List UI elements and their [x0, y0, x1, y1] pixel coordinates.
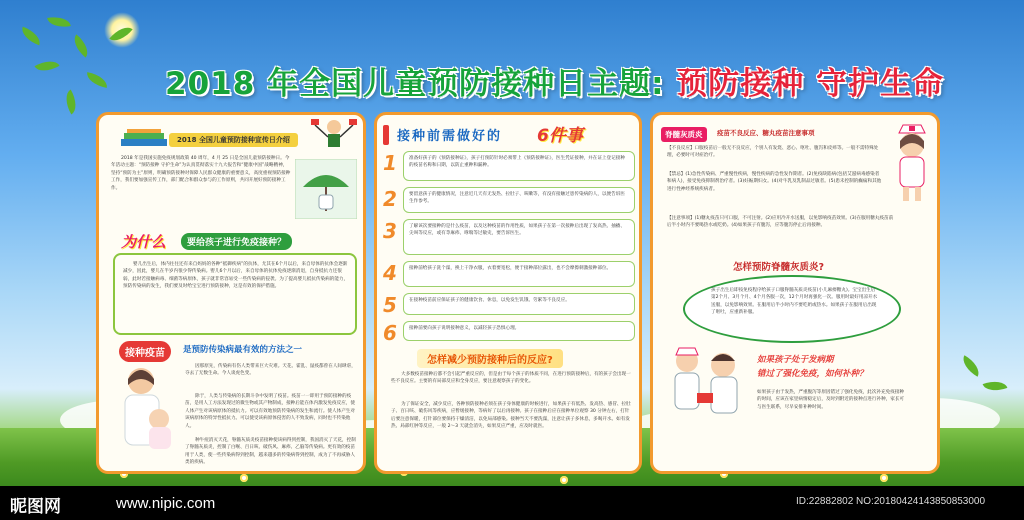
catchup-text: 如果孩子由于发热，严重腹泻等原因错过了强化免疫，此次补充免疫接种的时间，应该在家里病情稳定后，及时到附近的接种点进行补种，家长可与医生联系，尽早安排补种时间。	[757, 390, 905, 410]
leaf-icon	[983, 377, 1008, 396]
catchup-heading-a: 如果孩子处于发病期	[757, 355, 834, 365]
reaction-heading: 怎样减少预防接种后的反应?	[417, 349, 563, 368]
step-number: 4	[383, 261, 397, 285]
polio-text3: 【注意事项】(1)糖丸疫苗只可口服，不可注射。(2)应用冷开水送服，以免影响疫苗效果。(3)在服用糖丸疫苗前后半小时内不要喝热水或吃奶。(4)如果孩子有腹泻，应等腹泻停止后再接种。	[667, 216, 894, 229]
section3-text3: 种牛痘消灭天花，脊髓灰质炎疫苗接种使该病得到控制，我国消灭了天花，控制了脊髓灰质炎，控制了白喉、百日咳、破伤风、麻疹、乙脑等传染病。更有效的疫苗用于人类，使一些传染病得到控制，越来越多的传染病得到控制，成为了不再威胁人类的疾病。	[185, 438, 356, 466]
step-number: 5	[383, 293, 397, 317]
polio-tag: 脊髓灰质炎	[661, 127, 707, 142]
polio-text2: 【禁忌】(1)急性传染病、严重慢性疾病，慢性疾病的急性发作期者。(2)免疫缺陷病(包括艾滋病毒感染者和病人)，接受免疫抑制剂治疗者。(3)妊娠期妇女。(4)对牛乳及乳制品过敏者。(5)患未控制的癫痫和其他进行性神经系统疾病者。	[667, 172, 882, 192]
leaf-icon	[34, 55, 59, 76]
title-part2: 预防接种 守护生命	[676, 66, 945, 102]
heading-marker	[383, 125, 389, 145]
reaction-text1: 大多数疫苗接种后都不会引起严重反应的，但是由于每个孩子的体质不同，在进行预防接种后，有的孩子会出现一些不良反应。主要的有局部反应和全身反应，要注意观察孩子的变化。	[391, 372, 631, 385]
flower-icon	[240, 474, 248, 482]
site-logo: 昵图网	[10, 497, 61, 517]
section3-heading: 是预防传染病最有效的方法之一	[183, 345, 303, 355]
right-panel	[650, 112, 940, 474]
step-text: 在接种疫苗前应保证孩子的健康饮食、休息，以免发生饥饿、劳累等不良反应。	[403, 293, 635, 315]
step-text: 要留意孩子的健康情况，注意近几天有无发热、拉肚子、咳嗽等，有没有接触过患传染病的人，以便告诉医生作参考。	[403, 187, 635, 213]
umbrella-shield-image	[295, 159, 357, 219]
site-url: www.nipic.com	[116, 495, 216, 512]
leaf-icon	[69, 34, 94, 57]
step-number: 2	[383, 187, 397, 211]
main-title	[165, 58, 945, 102]
intro-text: 2018 年是我国实施免疫规划政策 40 周年，4 月 25 日是全国儿童预防接种日。今年活动主题：“预防接种 守护生命”为认真贯彻落实十九大报告和“健康中国”战略精神，坚持“预防为主”原则，明确预防接种对保障人民群众健康的重要意义，高度重视预防接种工作，我们要加强宣传工作，部门配合和群众参与的工作原则，共同开展好预防接种工作。	[111, 156, 291, 191]
image-id-label: ID:22882802 NO:20180424143850853000	[796, 496, 986, 507]
kid-with-flags-icon	[309, 115, 359, 155]
leaf-icon	[47, 14, 71, 30]
prevent-ellipse	[683, 275, 901, 343]
left-panel	[96, 112, 366, 474]
flower-icon	[560, 476, 568, 484]
prevent-heading: 怎样预防脊髓灰质炎?	[733, 262, 825, 273]
section2-box	[113, 253, 357, 335]
step-text: 接种前要向孩子说明接种意义，以减轻孩子恐惧心理。	[403, 321, 635, 341]
step-number: 1	[383, 151, 397, 175]
step-text: 了解该次要接种的是什么疫苗，以及这种疫苗的作用性质，如果孩子在第一次接种后出现了发高热、抽搐、尖叫等反应，或有荨麻疹、哮喘等过敏史，要告诉医生。	[403, 219, 635, 255]
step-number: 3	[383, 219, 397, 243]
prevent-text: 孩子出生后即按免疫程序给孩子口服脊髓灰质炎疫苗(小儿麻痹糖丸)。宝宝出生后第2个月、3月个月、4个月各服一次，12个月时再强化一次。服用时最好用凉开水送服，以免影响效果。在服用后半小时内不要吃奶或热水。如果孩子在服用后出现了呕吐，应重新补服。	[711, 288, 878, 316]
watermark-footer	[0, 486, 1024, 520]
section3-text2: 除于，人类与传染病的长期斗争中发明了疫苗。疫苗一一即用于预防接种的疫苗，是用人工方法发现过的微生物或其产物制成，接种后能在体内激发免疫反应，使人体产生对该病原体的抵抗力。可以有效地预防传染病的发生和流行。使人体产生对该病原体的特异性抵抗力。可以使受该病原体侵害的人不致发病，同时也不传染他人。	[185, 394, 355, 429]
nurse-image	[885, 123, 939, 203]
mother-baby-image	[111, 363, 181, 465]
section2-text: 婴儿出生后，体内往往还有来自妈妈的各种“抵御疾病”的抗体，尤其在6个月以后，来自母体的抗体会逐渐减少，因此，婴儿在半岁内很少得传染病。婴儿6个月以后，来自母体的抗体免疫逐渐消退，自身抵抗力还很弱，此时若接触病毒、细菌等病原体，孩子就非常容易受一些传染病的侵袭。为了提高婴儿抵抗传染病的能力，预防传染病的发生，我们要及时给宝宝进行预防接种，这是有效的保护措施。	[123, 262, 349, 290]
step-number: 6	[383, 321, 397, 345]
step-text: 接种前给孩子洗个澡，换上干净衣服，衣着要宽松，便于接种部位露出，也不会摩擦刺激接种部位。	[403, 261, 635, 287]
reaction-text2: 为了保证安全，减少反应，各种预防接种必须在孩子身体健康的时候进行，如果孩子有低热、发高热、感冒、拉肚子、百日咳、破伤风等疾病，应暂缓接种，等病好了以后再接种。孩子在接种后应在接种单位观察 30 分钟左右，打针后要注意保暖，打针部位要保持干燥清洁，以免局部感染。接种当天不要洗澡，注意让孩子多休息，多喝开水。如有发热、局部红肿等反应，一般 2～3 天就会消失，如果反应严重，应及时就医。	[391, 402, 631, 430]
section2-tag: 为什么	[121, 233, 167, 251]
leaf-icon	[19, 27, 44, 46]
steps-heading-count: 6件事	[537, 126, 583, 146]
leaf-icon	[60, 89, 81, 114]
middle-panel	[374, 112, 642, 474]
steps-heading: 接种前需做好的	[397, 129, 503, 144]
doctors-image	[661, 345, 753, 429]
step-text: 准备好孩子的《预防接种证》，孩子打预防针时必须带上《预防接种证》，医生凭证接种，并在证上登记接种的疫苗名称和日期，以防止重种和漏种。	[403, 151, 635, 181]
catchup-heading-b: 错过了强化免疫，如何补种？	[757, 369, 868, 379]
title-part1: 2018 年全国儿童预防接种日主题:	[165, 66, 677, 102]
leaf-icon	[85, 72, 109, 88]
intro-ribbon: 2018 全国儿童预防接种宣传日介绍	[169, 133, 298, 147]
leaf-icon	[958, 355, 983, 376]
flower-icon	[880, 474, 888, 482]
polio-text1: 【不良反应】口服疫苗后一般无不良反应，个别人有发烧、恶心、呕吐、腹泻和皮疹等。一般不需特殊处理，必要时可对症治疗。	[667, 146, 879, 159]
polio-heading: 疫苗不良反应、糖丸疫苗注意事项	[717, 129, 815, 137]
books-icon	[121, 129, 169, 147]
section2-heading: 要给孩子进行免疫接种？	[181, 233, 292, 250]
section3-text1: 因那原先，传染病有伤人类带来巨大灾难。天花、霍乱、鼠疫都曾在人间肆虐，夺去了无数生命。今人谈虎色变。	[185, 364, 356, 377]
crescent-moon-decor	[849, 335, 939, 455]
section3-tag: 接种疫苗	[119, 341, 171, 362]
